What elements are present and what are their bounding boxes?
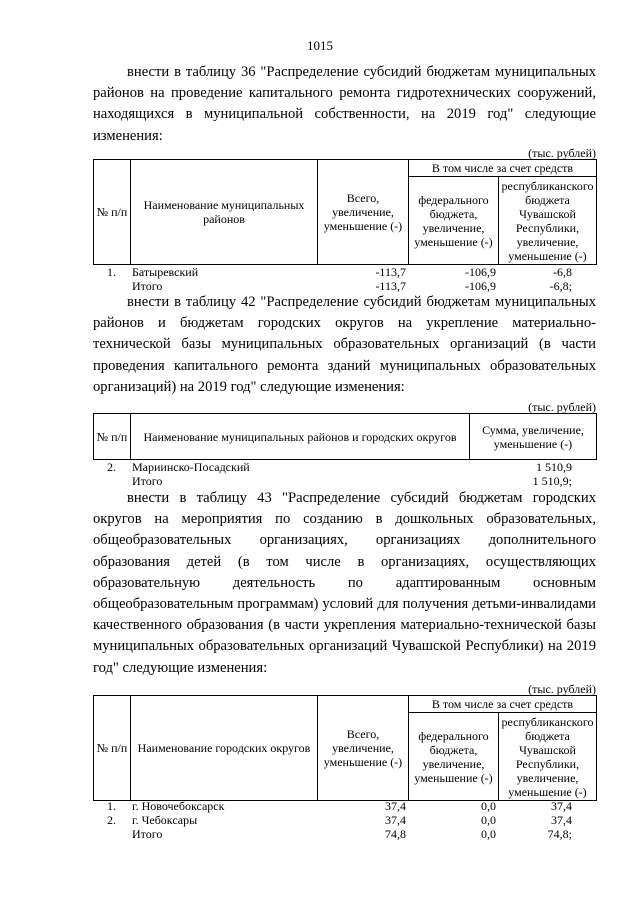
row-name: Мариинско-Посадский [132,460,250,474]
row-republic: -6,8 [553,265,572,279]
row-num [93,279,130,293]
section-1-unit: (тыс. рублей) [528,146,596,160]
row-name: г. Чебоксары [132,813,198,827]
col-header-republic: республиканского бюджета Чувашской Республики, увеличение, уменьшение (-) [499,177,597,265]
table-row-total [93,474,596,488]
row-total: 74,8 [385,827,406,841]
table-row-total [93,279,596,293]
table-row [93,799,596,813]
col-header-total: Всего, увеличение, уменьшение (-) [318,696,409,801]
col-header-federal: федерального бюджета, увеличение, уменьшение (-) [409,177,499,265]
section-1-paragraph: внести в таблицу 36 "Распределение субсидий бюджетам муниципальных районов на проведение капитального ремонта гидротехнических сооружений, находящихся в муниципальной собственности, на 2019 год" следующие изменения: [93,64,596,144]
row-total: 37,4 [385,799,406,813]
table-row-total [93,827,596,841]
row-federal: -106,9 [465,265,496,279]
section-2-paragraph: внести в таблицу 42 "Распределение субсидий бюджетам муниципальных районов и бюджетам городских округов на укрепление материально-технической базы муниципальных образовательных организаций (в части проведения капитального ремонта зданий муниципальных образовательных организаций) на 2019 год" следующие изменения: [93,294,596,395]
row-num [93,827,130,841]
table-row [93,265,596,279]
row-total: -113,7 [375,279,406,293]
col-header-num: № п/п [94,160,131,265]
section-3-paragraph: внести в таблицу 43 "Распределение субсидий бюджетам городских округов на мероприятия по созданию в дошкольных образовательных, общеобразовательных организациях, организациях дополнительного образования детей (в том числе в организациях, осуществляющих образовательную деятельность по адаптированным основным общеобразовательным программам) условий для получения детьми-инвалидами качественного образования (в части укрепления материально-технической базы муниципальных образовательных организаций Чувашской Республики) на 2019 год" следующие изменения: [93,490,596,676]
col-header-num: № п/п [94,414,131,460]
row-republic: 37,4 [551,799,572,813]
col-header-sum: Сумма, увеличение, уменьшение (-) [470,414,597,460]
row-sum: 1 510,9 [536,460,572,474]
row-federal: 0,0 [481,799,496,813]
table-42-header [93,413,597,460]
row-num: 2. [107,813,116,827]
row-num: 1. [107,799,116,813]
col-header-num: № п/п [94,696,131,801]
table-43-header [93,695,597,801]
col-header-name: Наименование муниципальных районов и городских округов [131,414,470,460]
col-header-group: В том числе за счет средств [409,696,597,713]
row-republic: 74,8; [547,827,572,841]
col-header-name: Наименование муниципальных районов [131,160,318,265]
table-row [93,460,596,474]
table-43-body [93,799,596,841]
row-republic: -6,8; [549,279,572,293]
row-total: -113,7 [375,265,406,279]
col-header-name: Наименование городских округов [131,696,318,801]
row-name: Батыревский [132,265,199,279]
section-3-unit: (тыс. рублей) [528,682,596,696]
row-name: Итого [132,474,163,488]
row-sum: 1 510,9; [532,474,572,488]
row-num: 2. [107,460,116,474]
row-republic: 37,4 [551,813,572,827]
col-header-group: В том числе за счет средств [409,160,597,177]
col-header-total: Всего, увеличение, уменьшение (-) [318,160,409,265]
row-name: г. Новочебоксарск [132,799,225,813]
table-42-body [93,460,596,488]
col-header-republic: республиканского бюджета Чувашской Республики, увеличение, уменьшение (-) [499,713,597,801]
table-36-header [93,159,597,265]
row-federal: 0,0 [481,813,496,827]
col-header-federal: федерального бюджета, увеличение, уменьшение (-) [409,713,499,801]
row-num: 1. [107,265,116,279]
row-total: 37,4 [385,813,406,827]
row-name: Итого [132,827,163,841]
section-2-unit: (тыс. рублей) [528,400,596,414]
row-name: Итого [132,279,163,293]
row-num [93,474,130,488]
table-36-body [93,265,596,293]
table-row [93,813,596,827]
page-number: 1015 [307,38,333,53]
row-federal: 0,0 [481,827,496,841]
row-federal: -106,9 [465,279,496,293]
